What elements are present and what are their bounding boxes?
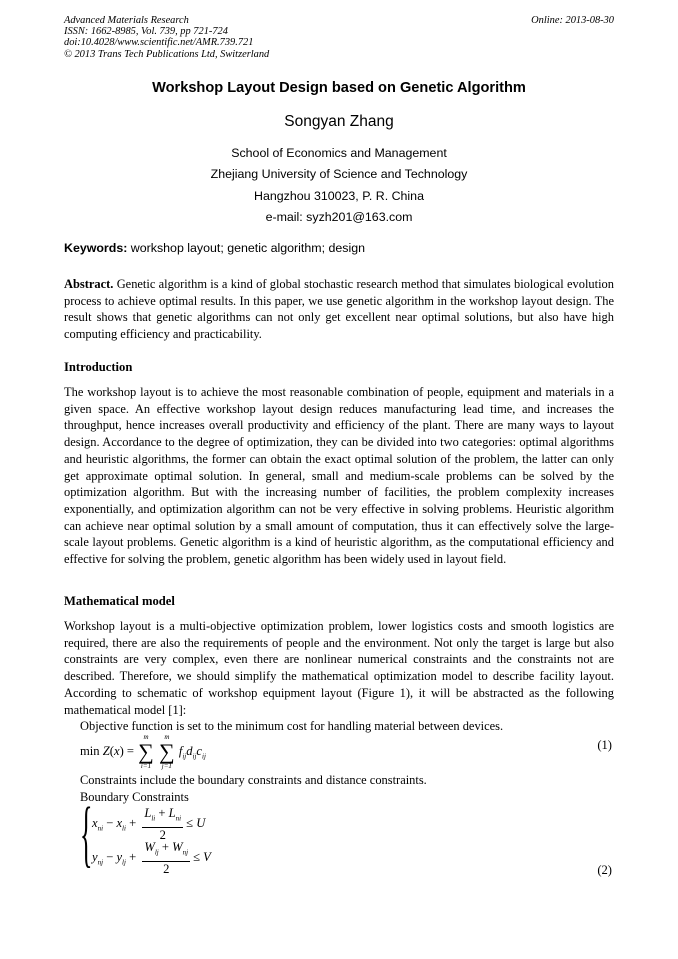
introduction-heading: Introduction (64, 360, 133, 374)
abstract (64, 276, 614, 343)
affiliation-email: e-mail: syzh201@163.com (265, 209, 413, 224)
issn: ISSN: 1662-8985, Vol. 739, pp 721-724 (64, 26, 228, 38)
abstract-text: Genetic algorithm is a kind of global stochastic research method that simulates biological evolution process to achieve optimal results. In this paper, we use genetic algorithm in the workshop layout design. The result shows that genetic algorithms can not only get excellent near optimal solutions, but also have high computing efficiency and practicability. (64, 277, 614, 342)
equation-2b: $y_{nj} - y_{lj}$ + $\frac{W_{lj} + W_{nj}}{2}$ ≤ V (92, 840, 211, 876)
introduction-body (64, 384, 614, 568)
doi: doi:10.4028/www.scientific.net/AMR.739.721 (64, 37, 254, 49)
affiliation-university: Zhejiang University of Science and Technology (210, 167, 468, 182)
introduction-text: The workshop layout is to achieve the most reasonable combination of people, equipment and materials in a given space. An effective workshop layout design reduces manufacturing lead time, and increases the throughput, hence increases overall productivity and efficiency of the plant. There are many ways to layout design. Accordance to the degree of optimization, they can be divided into two categories: optimal algorithms and heuristic algorithms, the former can obtain the exact optimal solution of the problem, the latter can only get approximate optimal solution. In general, small and medium-scale problems can be solved by the optimization algorithm. But with the increasing number of facilities, the problem complexity increases exponentially, and optimization algorithm can not be very effective in solving problems. Heuristic algorithm can achieve near optimal solution by a small amount of computation, thus it can effectively solve the large-scale layout problems. Genetic algorithm is a kind of heuristic algorithm, as the computational efficiency and effective for solving the problem, genetic algorithm has been widely used in layout field. (64, 385, 614, 567)
journal-header (64, 15, 269, 60)
affiliation-address: Hangzhou 310023, P. R. China (254, 188, 424, 203)
journal-name: Advanced Materials Research (64, 15, 189, 26)
copyright: © 2013 Trans Tech Publications Ltd, Switzerland (64, 48, 270, 60)
online-date: Online: 2013-08-30 (531, 15, 614, 26)
boundary-label: Boundary Constraints (80, 789, 189, 804)
model-heading: Mathematical model (64, 594, 175, 608)
paper-title: Workshop Layout Design based on Genetic Algorithm (152, 80, 526, 96)
objective-text: Objective function is set to the minimum cost for handling material between devices. (80, 719, 504, 734)
model-body (64, 618, 614, 735)
keywords (64, 241, 365, 255)
keywords-text: workshop layout; genetic algorithm; design (127, 241, 365, 255)
keywords-label: Keywords: (64, 241, 128, 255)
equation-2-number: (2) (597, 863, 612, 877)
equation-1: min Z(x) = m ∑ i=1 m ∑ j=1 $f_{ij}d_{ij}c_{ij}$ (80, 733, 206, 770)
equation-2a: $x_{ni} - x_{li}$ + $\frac{L_{li} + L_{ni}}{2}$ ≤ U (92, 806, 206, 842)
affiliation-school: School of Economics and Management (231, 146, 447, 160)
brace-symbol: { (80, 793, 93, 875)
affiliation (0, 143, 678, 228)
author: Songyan Zhang (284, 113, 394, 130)
constraints-text: Constraints include the boundary constraints and distance constraints. (80, 773, 427, 787)
model-text: Workshop layout is a multi-objective optimization problem, lower logistics costs and smooth logistics are required, there are also the requirements of people and the environment. Not only the target is large but also constraints are very complex, even there are nonlinear numerical constraints and the constraints not are described. Therefore, we should simplify the mathematical optimization model to describe facility layout. According to schematic of workshop equipment layout (Figure 1), it will be abstracted as the following mathematical model [1]: (64, 619, 614, 717)
constraints-body (64, 772, 614, 805)
abstract-label: Abstract. (64, 277, 114, 291)
equation-1-number: (1) (597, 738, 612, 752)
